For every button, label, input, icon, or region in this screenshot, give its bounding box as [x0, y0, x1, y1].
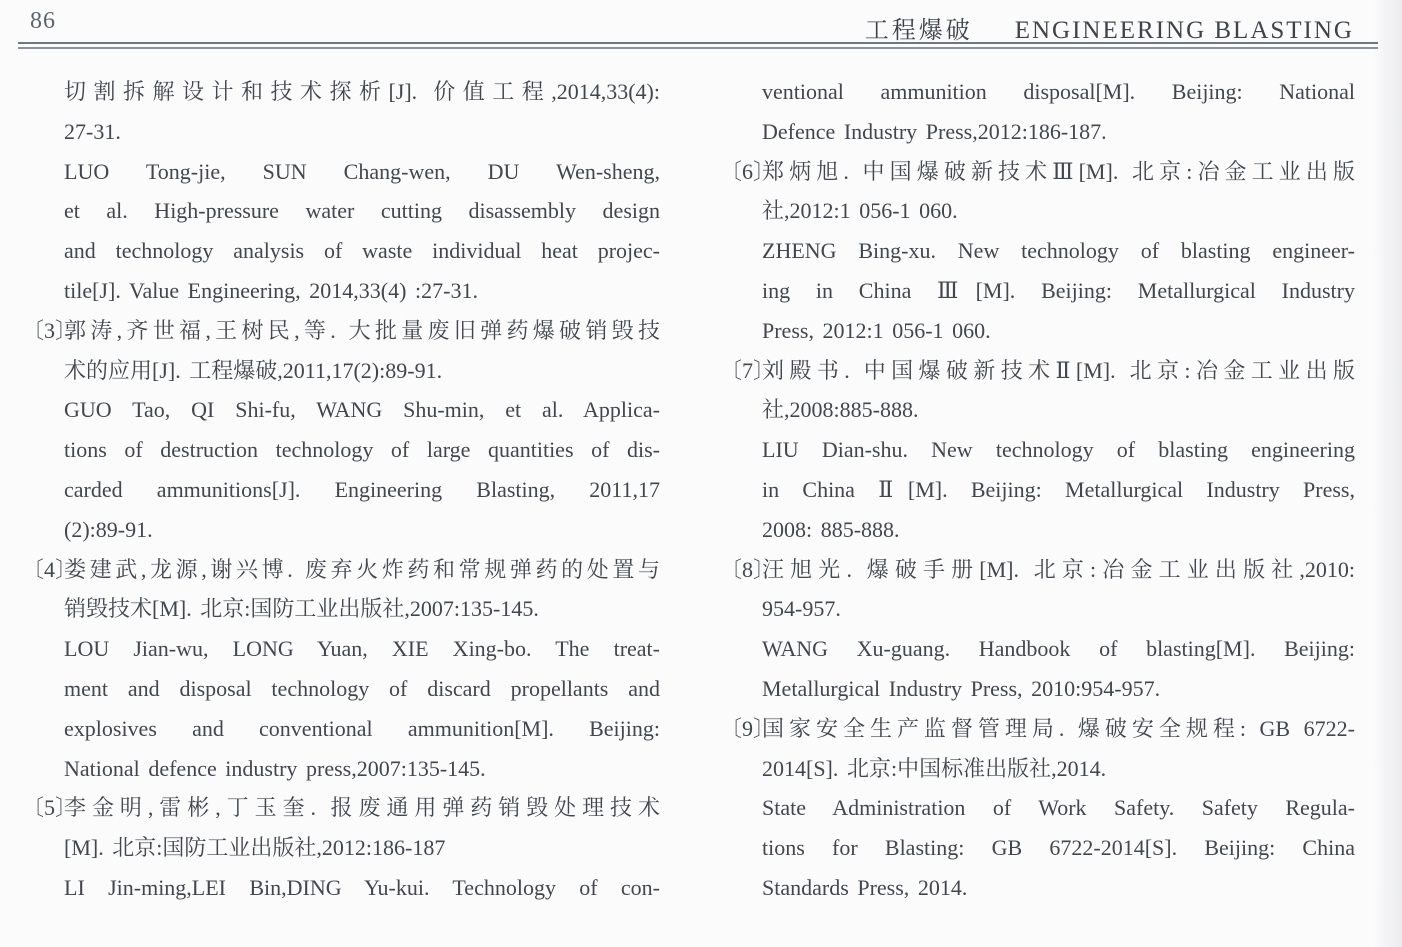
- reference-line-text: carded ammunitions[J]. Engineering Blasting, 2011,17: [64, 476, 660, 502]
- reference-line-text: ing in China Ⅲ[M]. Beijing: Metallurgical Industry: [762, 277, 1355, 303]
- reference-line-text: tile[J]. Value Engineering, 2014,33(4) :27-31.: [64, 277, 478, 303]
- reference-line: [64, 669, 660, 709]
- reference-entry-first-line: [22, 550, 660, 590]
- reference-line-text: 社,2008:885-888.: [762, 397, 919, 423]
- reference-line: [762, 510, 1355, 550]
- reference-entry-first-line: [720, 152, 1355, 192]
- reference-line: [762, 430, 1355, 470]
- reference-entry-number: 〔9〕: [720, 715, 776, 741]
- reference-line: [762, 72, 1355, 112]
- reference-entry-first-line: [720, 550, 1355, 590]
- reference-line-text: 销毁技术[M]. 北京:国防工业出版社,2007:135-145.: [64, 596, 539, 622]
- reference-entry-first-line: [720, 709, 1355, 749]
- reference-line-text: [M]. 北京:国防工业出版社,2012:186-187: [64, 835, 446, 861]
- reference-line: [64, 589, 660, 629]
- reference-line-text: 2014[S]. 北京:中国标准出版社,2014.: [762, 755, 1107, 781]
- reference-line: [64, 430, 660, 470]
- references-right-column: [720, 72, 1355, 908]
- reference-line: [64, 271, 660, 311]
- reference-line: [762, 749, 1355, 789]
- reference-line-text: National defence industry press,2007:135-145.: [64, 755, 486, 781]
- reference-line-text: 娄建武,龙源,谢兴博. 废弃火炸药和常规弹药的处置与: [64, 556, 660, 582]
- reference-line-text: in China Ⅱ[M]. Beijing: Metallurgical Industry Press,: [762, 476, 1355, 502]
- reference-line: [64, 72, 660, 112]
- reference-line: [762, 191, 1355, 231]
- reference-entry-number: 〔4〕: [22, 556, 78, 582]
- reference-line-text: explosives and conventional ammunition[M]. Beijing:: [64, 715, 660, 741]
- reference-line-text: 术的应用[J]. 工程爆破,2011,17(2):89-91.: [64, 357, 443, 383]
- reference-line: [64, 868, 660, 908]
- reference-line: [762, 828, 1355, 868]
- reference-line-text: LI Jin-ming,LEI Bin,DING Yu-kui. Technology of con-: [64, 874, 660, 900]
- reference-entry-first-line: [22, 311, 660, 351]
- reference-line-text: 954-957.: [762, 596, 841, 622]
- reference-line-text: 国家安全生产监督管理局. 爆破安全规程: GB 6722-: [762, 715, 1355, 741]
- reference-line: [762, 231, 1355, 271]
- reference-line: [762, 589, 1355, 629]
- reference-line: [64, 470, 660, 510]
- reference-line: [762, 470, 1355, 510]
- reference-entry-first-line: [22, 788, 660, 828]
- reference-line-text: tions of destruction technology of large quantities of dis-: [64, 437, 660, 463]
- reference-line-text: tions for Blasting: GB 6722-2014[S]. Beijing: China: [762, 835, 1355, 861]
- reference-line: [64, 191, 660, 231]
- reference-line-text: LIU Dian-shu. New technology of blasting engineering: [762, 437, 1355, 463]
- reference-line: [762, 788, 1355, 828]
- reference-line: [64, 390, 660, 430]
- reference-line: [64, 709, 660, 749]
- reference-line-text: 刘殿书. 中国爆破新技术Ⅱ[M]. 北京:冶金工业出版: [762, 357, 1355, 383]
- reference-line: [64, 510, 660, 550]
- reference-entry-number: 〔5〕: [22, 795, 78, 821]
- reference-line: [762, 669, 1355, 709]
- reference-line-text: GUO Tao, QI Shi-fu, WANG Shu-min, et al. Applica-: [64, 397, 660, 423]
- reference-line: [64, 152, 660, 192]
- references-left-column: [22, 72, 660, 908]
- reference-line-text: Metallurgical Industry Press, 2010:954-957.: [762, 675, 1161, 701]
- reference-entry-number: 〔6〕: [720, 158, 776, 184]
- reference-line-text: 社,2012:1 056-1 060.: [762, 198, 958, 224]
- reference-entry-number: 〔3〕: [22, 317, 78, 343]
- reference-line: [762, 311, 1355, 351]
- reference-line-text: 李金明,雷彬,丁玉奎. 报废通用弹药销毁处理技术: [64, 795, 660, 821]
- reference-line-text: LOU Jian-wu, LONG Yuan, XIE Xing-bo. The treat-: [64, 636, 660, 662]
- running-head-title-zh: 工程爆破: [864, 18, 973, 44]
- reference-line-text: 汪旭光. 爆破手册[M]. 北京:冶金工业出版社,2010:: [762, 556, 1355, 582]
- reference-line-text: ZHENG Bing-xu. New technology of blasting engineer-: [762, 238, 1355, 264]
- reference-line: [762, 629, 1355, 669]
- reference-entry-number: 〔8〕: [720, 556, 776, 582]
- reference-line: [762, 112, 1355, 152]
- running-head-title-en: ENGINEERING BLASTING: [1014, 17, 1354, 44]
- reference-line-text: 郭涛,齐世福,王树民,等. 大批量废旧弹药爆破销毁技: [64, 317, 660, 343]
- reference-line-text: Press, 2012:1 056-1 060.: [762, 317, 991, 343]
- reference-line: [762, 271, 1355, 311]
- reference-line-text: 郑炳旭. 中国爆破新技术Ⅲ[M]. 北京:冶金工业出版: [762, 158, 1355, 184]
- reference-line-text: 27-31.: [64, 118, 121, 144]
- reference-line-text: (2):89-91.: [64, 516, 153, 542]
- reference-line-text: 切割拆解设计和技术探析[J]. 价值工程,2014,33(4):: [64, 79, 660, 104]
- page-number: 86: [30, 8, 56, 34]
- reference-line: [762, 868, 1355, 908]
- reference-line: [64, 828, 660, 868]
- reference-line-text: WANG Xu-guang. Handbook of blasting[M]. Beijing:: [762, 636, 1355, 662]
- reference-line: [64, 112, 660, 152]
- reference-line-text: 2008: 885-888.: [762, 516, 900, 542]
- reference-line-text: et al. High-pressure water cutting disassembly design: [64, 198, 660, 224]
- header-double-rule: [18, 42, 1378, 49]
- reference-line-text: and technology analysis of waste individual heat projec-: [64, 238, 660, 264]
- running-head: [865, 10, 1354, 45]
- reference-entry-number: 〔7〕: [720, 357, 776, 383]
- reference-line-text: ventional ammunition disposal[M]. Beijing: National: [762, 79, 1355, 104]
- reference-line-text: LUO Tong-jie, SUN Chang-wen, DU Wen-sheng,: [64, 158, 660, 184]
- reference-line-text: ment and disposal technology of discard propellants and: [64, 675, 660, 701]
- reference-entry-first-line: [720, 351, 1355, 391]
- reference-line: [64, 629, 660, 669]
- reference-line-text: Defence Industry Press,2012:186-187.: [762, 118, 1107, 144]
- reference-line: [64, 351, 660, 391]
- reference-line-text: Standards Press, 2014.: [762, 874, 968, 900]
- reference-line: [64, 749, 660, 789]
- reference-line: [762, 390, 1355, 430]
- reference-line: [64, 231, 660, 271]
- reference-line-text: State Administration of Work Safety. Safety Regula-: [762, 795, 1355, 821]
